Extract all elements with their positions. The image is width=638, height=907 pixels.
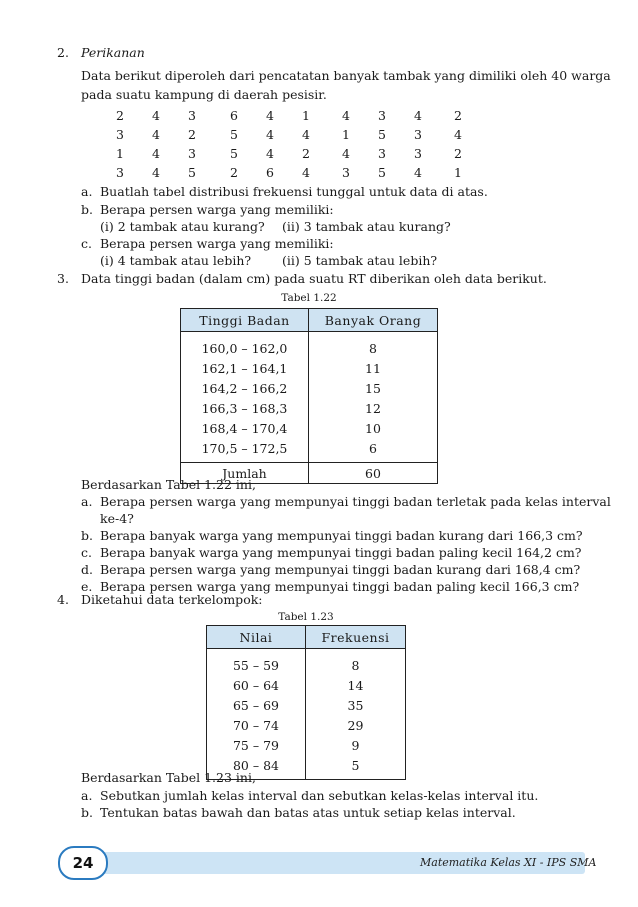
q3-item-label: a.: [81, 494, 93, 509]
q2-data-cell: 2: [302, 146, 310, 161]
q2-data-cell: 4: [266, 146, 274, 161]
q2-b-label: b.: [81, 202, 93, 217]
q2-c-label: c.: [81, 236, 92, 251]
q2-data-cell: 4: [152, 146, 160, 161]
table-1-23-class-cell: 55 – 59: [207, 649, 306, 676]
q2-data-cell: 3: [116, 127, 124, 142]
table-1-22-row: [181, 398, 438, 418]
q2-data-cell: 4: [342, 146, 350, 161]
table-1-22-value-cell: 10: [309, 418, 438, 438]
q4-lead: Berdasarkan Tabel 1.23 ini,: [81, 770, 256, 785]
q2-intro-line1: Data berikut diperoleh dari pencatatan banyak tambak yang dimiliki oleh 40 warga: [81, 68, 611, 83]
table-1-23: [206, 625, 406, 780]
table-1-23-header-value: Nilai: [207, 626, 306, 649]
q3-item-text: ke-4?: [100, 511, 134, 526]
q2-data-cell: 4: [266, 108, 274, 123]
q2-data-cell: 2: [454, 108, 462, 123]
table-1-22-caption: Tabel 1.22: [281, 292, 337, 304]
q2-data-cell: 3: [414, 127, 422, 142]
table-1-23-value-cell: 35: [306, 695, 406, 715]
table-1-22-value-cell: 11: [309, 358, 438, 378]
q2-data-cell: 1: [454, 165, 462, 180]
table-1-22-row: [181, 378, 438, 398]
table-1-23-value-cell: 29: [306, 715, 406, 735]
q2-data-cell: 4: [414, 108, 422, 123]
table-1-23-header-frequency: Frekuensi: [306, 626, 406, 649]
q4-a-label: a.: [81, 788, 93, 803]
table-1-23-row: [207, 649, 406, 676]
q3-number: 3.: [57, 271, 69, 286]
q2-data-cell: 2: [230, 165, 238, 180]
table-1-22-class-cell: 166,3 – 168,3: [181, 398, 309, 418]
table-1-23-value-cell: 9: [306, 735, 406, 755]
table-1-22-header-height: Tinggi Badan: [181, 309, 309, 332]
q2-a-text: Buatlah tabel distribusi frekuensi tunggal untuk data di atas.: [100, 184, 488, 199]
q2-data-cell: 5: [188, 165, 196, 180]
table-1-22-value-cell: 15: [309, 378, 438, 398]
q3-intro: Data tinggi badan (dalam cm) pada suatu RT diberikan oleh data berikut.: [81, 271, 547, 286]
q3-lead: Berdasarkan Tabel 1.22 ini,: [81, 477, 256, 492]
table-1-23-row: [207, 715, 406, 735]
table-1-22-class-cell: 162,1 – 164,1: [181, 358, 309, 378]
q2-data-cell: 2: [188, 127, 196, 142]
q2-b-i: (i) 2 tambak atau kurang?: [100, 219, 265, 234]
q4-intro: Diketahui data terkelompok:: [81, 592, 263, 607]
q2-data-cell: 3: [378, 146, 386, 161]
q2-data-cell: 1: [116, 146, 124, 161]
q2-data-cell: 4: [266, 127, 274, 142]
q2-b-text: Berapa persen warga yang memiliki:: [100, 202, 334, 217]
q2-data-cell: 2: [116, 108, 124, 123]
q2-data-cell: 5: [230, 127, 238, 142]
q2-data-cell: 1: [302, 108, 310, 123]
q3-item-text: Berapa persen warga yang mempunyai tinggi badan kurang dari 168,4 cm?: [100, 562, 581, 577]
q3-item-label: c.: [81, 545, 92, 560]
q2-data-cell: 3: [188, 146, 196, 161]
table-1-22-row: [181, 358, 438, 378]
table-1-23-row: [207, 695, 406, 715]
q3-item-label: d.: [81, 562, 93, 577]
q2-data-cell: 1: [342, 127, 350, 142]
table-1-22-value-cell: 6: [309, 438, 438, 463]
table-1-23-row: [207, 675, 406, 695]
table-1-22-row: [181, 438, 438, 463]
table-1-23-class-cell: 60 – 64: [207, 675, 306, 695]
q2-data-cell: 4: [152, 165, 160, 180]
q2-data-cell: 5: [378, 127, 386, 142]
table-1-23-class-cell: 80 – 84: [207, 755, 306, 780]
q3-item-text: Berapa persen warga yang mempunyai tinggi badan terletak pada kelas interval: [100, 494, 611, 509]
q2-intro-line2: pada suatu kampung di daerah pesisir.: [81, 87, 327, 102]
table-1-22-row: [181, 418, 438, 438]
q2-data-cell: 6: [230, 108, 238, 123]
q2-data-cell: 6: [266, 165, 274, 180]
table-1-22-value-cell: 8: [309, 332, 438, 359]
table-1-22-class-cell: 160,0 – 162,0: [181, 332, 309, 359]
footer-book-title: Matematika Kelas XI - IPS SMA: [420, 856, 597, 869]
table-1-22-row: [181, 332, 438, 359]
q2-c-ii: (ii) 5 tambak atau lebih?: [282, 253, 438, 268]
q3-item-text: Berapa banyak warga yang mempunyai tinggi badan paling kecil 164,2 cm?: [100, 545, 582, 560]
q3-item-text: Berapa persen warga yang mempunyai tinggi badan paling kecil 166,3 cm?: [100, 579, 580, 594]
table-1-22-class-cell: 170,5 – 172,5: [181, 438, 309, 463]
table-1-23-class-cell: 70 – 74: [207, 715, 306, 735]
q2-data-cell: 4: [454, 127, 462, 142]
q2-data-cell: 4: [302, 165, 310, 180]
q2-data-cell: 5: [230, 146, 238, 161]
q2-b-ii: (ii) 3 tambak atau kurang?: [282, 219, 451, 234]
table-1-22-header-count: Banyak Orang: [309, 309, 438, 332]
q3-item-text: Berapa banyak warga yang mempunyai tinggi badan kurang dari 166,3 cm?: [100, 528, 583, 543]
q2-data-cell: 2: [454, 146, 462, 161]
table-1-23-row: [207, 735, 406, 755]
q2-data-cell: 4: [152, 108, 160, 123]
table-1-23-value-cell: 14: [306, 675, 406, 695]
table-1-23-class-cell: 75 – 79: [207, 735, 306, 755]
q2-c-text: Berapa persen warga yang memiliki:: [100, 236, 334, 251]
q2-title: Perikanan: [81, 45, 145, 60]
q2-data-cell: 3: [342, 165, 350, 180]
page-number: 24: [58, 846, 108, 880]
table-1-22-class-cell: 168,4 – 170,4: [181, 418, 309, 438]
table-1-23-class-cell: 65 – 69: [207, 695, 306, 715]
q2-data-cell: 5: [378, 165, 386, 180]
table-1-23-value-cell: 8: [306, 649, 406, 676]
table-1-22-value-cell: 12: [309, 398, 438, 418]
q2-data-cell: 3: [378, 108, 386, 123]
q2-data-cell: 3: [414, 146, 422, 161]
q2-data-cell: 4: [414, 165, 422, 180]
q2-c-i: (i) 4 tambak atau lebih?: [100, 253, 252, 268]
q4-b-text: Tentukan batas bawah dan batas atas untuk setiap kelas interval.: [100, 805, 516, 820]
q3-item-label: e.: [81, 579, 93, 594]
q4-b-label: b.: [81, 805, 93, 820]
table-1-22: [180, 308, 438, 484]
q2-data-cell: 3: [116, 165, 124, 180]
table-1-22-total-value: 60: [309, 463, 438, 484]
q2-number: 2.: [57, 45, 69, 60]
q4-number: 4.: [57, 592, 69, 607]
q2-data-cell: 3: [188, 108, 196, 123]
q2-data-cell: 4: [302, 127, 310, 142]
q2-data-cell: 4: [342, 108, 350, 123]
table-1-22-total-label: Jumlah: [181, 463, 309, 484]
table-1-23-value-cell: 5: [306, 755, 406, 780]
q3-item-label: b.: [81, 528, 93, 543]
table-1-23-caption: Tabel 1.23: [278, 611, 334, 623]
q2-data-cell: 4: [152, 127, 160, 142]
q2-a-label: a.: [81, 184, 93, 199]
q4-a-text: Sebutkan jumlah kelas interval dan sebutkan kelas-kelas interval itu.: [100, 788, 539, 803]
table-1-22-class-cell: 164,2 – 166,2: [181, 378, 309, 398]
